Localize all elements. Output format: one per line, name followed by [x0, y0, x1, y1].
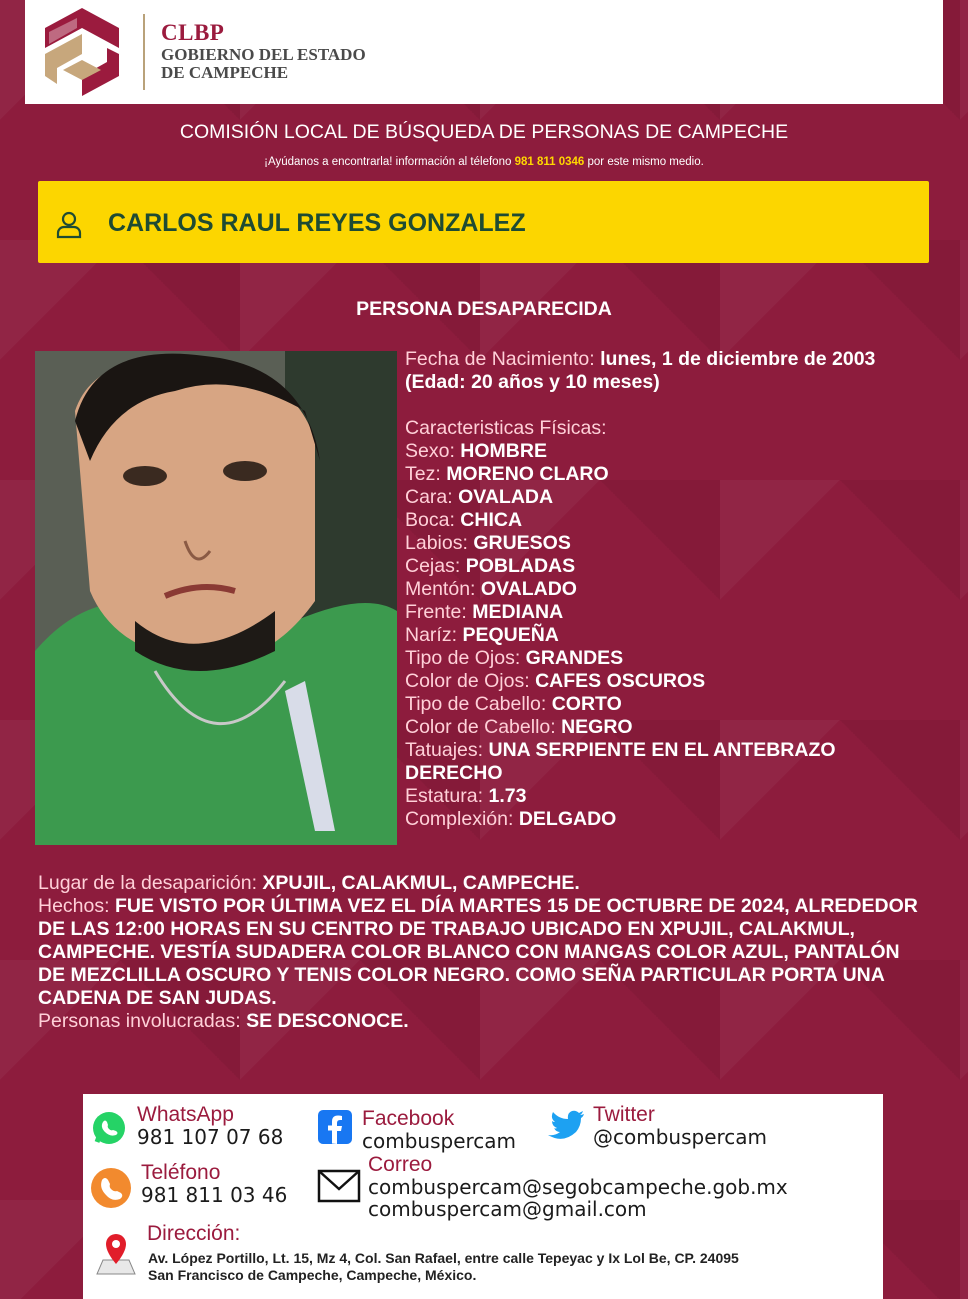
trait-estatura: Estatura: 1.73 [405, 785, 527, 807]
birth-label: Fecha de Nacimiento: [405, 348, 595, 370]
trait-nariz: Naríz: PEQUEÑA [405, 624, 559, 646]
trait-boca: Boca: CHICA [405, 509, 523, 531]
phone-block [141, 1162, 287, 1206]
disappearance-facts [38, 872, 918, 1033]
email-secondary[interactable]: combuspercam@gmail.com [368, 1197, 647, 1221]
person-photo [35, 351, 397, 845]
birth-value: lunes, 1 de diciembre de 2003 [600, 348, 876, 370]
trait-frente: Frente: MEDIANA [405, 601, 564, 623]
help-phone: 981 811 0346 [514, 156, 585, 168]
logo-divider [143, 14, 145, 90]
place-row: Lugar de la desaparición: XPUJIL, CALAKMUL, CAMPECHE. [38, 872, 580, 894]
email-primary[interactable]: combuspercam@segobcampeche.gob.mx [368, 1175, 788, 1199]
status-title: PERSONA DESAPARECIDA [356, 298, 612, 320]
name-banner [38, 181, 929, 263]
contact-box [83, 1094, 883, 1299]
trait-menton: Mentón: OVALADO [405, 578, 577, 600]
trait-complexion: Complexión: DELGADO [405, 808, 617, 830]
logo-icon [37, 4, 127, 100]
facebook-handle[interactable]: combuspercam [362, 1129, 517, 1153]
involved-row: Personas involucradas: SE DESCONOCE. [38, 1010, 409, 1032]
age-value: (Edad: 20 años y 10 meses) [405, 371, 660, 393]
twitter-handle[interactable]: @combuspercam [593, 1125, 768, 1149]
logo-line-2: DE CAMPECHE [161, 63, 289, 82]
whatsapp-number[interactable]: 981 107 07 68 [137, 1125, 284, 1149]
location-pin-icon [93, 1230, 139, 1276]
phone-icon [89, 1166, 133, 1210]
trait-tipo-ojos: Tipo de Ojos: GRANDES [405, 647, 624, 669]
physical-title: Caracteristicas Físicas: [405, 417, 607, 439]
trait-labios: Labios: GRUESOS [405, 532, 571, 554]
person-icon [56, 211, 82, 239]
logo-line-1: GOBIERNO DEL ESTADO [161, 45, 366, 64]
trait-tatuajes: Tatuajes: UNA SERPIENTE EN EL ANTEBRAZO DERECHO [405, 739, 836, 784]
facebook-label: Facebook [362, 1107, 455, 1130]
person-details [405, 348, 935, 831]
trait-sexo: Sexo: HOMBRE [405, 440, 547, 462]
twitter-block [593, 1104, 767, 1148]
trait-tez: Tez: MORENO CLARO [405, 463, 609, 485]
help-line [0, 156, 968, 168]
address-label: Dirección: [147, 1222, 241, 1245]
help-suffix: por este mismo medio. [587, 156, 704, 168]
logo-acronym: CLBP [161, 20, 225, 45]
help-prefix: ¡Ayúdanos a encontrarla! información al télefono [264, 156, 512, 168]
trait-color-ojos: Color de Ojos: CAFES OSCUROS [405, 670, 706, 692]
whatsapp-label: WhatsApp [137, 1103, 234, 1126]
person-name: CARLOS RAUL REYES GONZALEZ [108, 209, 526, 237]
twitter-label: Twitter [593, 1103, 655, 1126]
header [25, 0, 943, 104]
trait-cejas: Cejas: POBLADAS [405, 555, 576, 577]
logo-text [161, 20, 366, 82]
email-block [368, 1154, 788, 1220]
address-block [148, 1250, 739, 1284]
trait-tipo-cabello: Tipo de Cabello: CORTO [405, 693, 622, 715]
address-line-1: Av. López Portillo, Lt. 15, Mz 4, Col. San Rafael, entre calle Tepeyac y Ix Lol Be, CP. 24095 [148, 1250, 739, 1266]
trait-cara: Cara: OVALADA [405, 486, 554, 508]
facebook-icon [318, 1110, 352, 1144]
twitter-icon [546, 1110, 586, 1142]
address-line-2: San Francisco de Campeche, Campeche, México. [148, 1267, 477, 1283]
phone-number[interactable]: 981 811 03 46 [141, 1183, 288, 1207]
email-icon [317, 1169, 361, 1203]
whatsapp-block [137, 1104, 283, 1148]
birth-row [405, 348, 935, 371]
whatsapp-icon [91, 1110, 127, 1146]
trait-color-cabello: Color de Cabello: NEGRO [405, 716, 633, 738]
commission-title: COMISIÓN LOCAL DE BÚSQUEDA DE PERSONAS DE CAMPECHE [179, 121, 789, 143]
facts-row: Hechos: FUE VISTO POR ÚLTIMA VEZ EL DÍA MARTES 15 DE OCTUBRE DE 2024, ALREDEDOR DE LAS 12:00 HORAS EN SU CENTRO DE TRABAJO UBICADO EN XPUJIL, CALAKMUL, CAMPECHE. VESTÍA SUDADERA COLOR BLANCO CON MANGAS COLOR AZUL, PANTALÓN DE MEZCLILLA OSCURO Y TENIS COLOR NEGRO. COMO SEÑA PARTICULAR PORTA UNA CADENA DE SAN JUDAS. [38, 895, 918, 1009]
phone-label: Teléfono [141, 1161, 221, 1184]
facebook-block [362, 1108, 516, 1152]
email-label: Correo [368, 1153, 433, 1176]
